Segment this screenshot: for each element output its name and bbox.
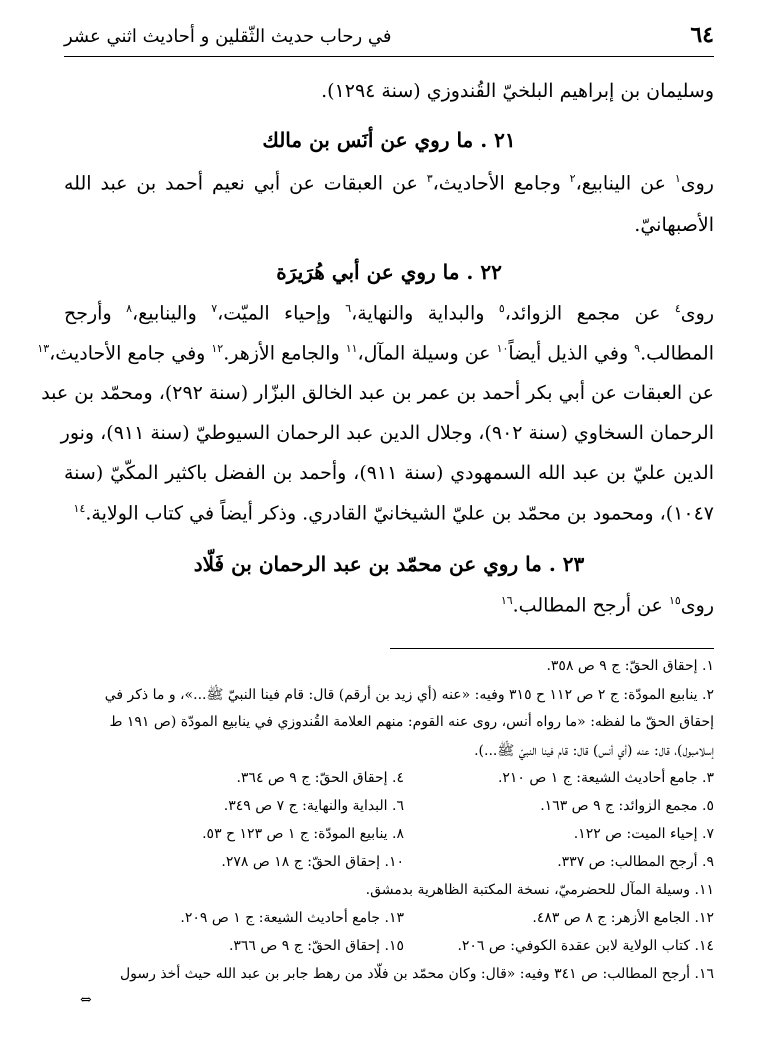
footnote-13: ١٣. جامع أحاديث الشيعة: ج ١ ص ٢٠٩. — [180, 910, 404, 926]
page-number: ٦٤ — [690, 22, 714, 48]
footnote-ref[interactable]: ١٥ — [668, 594, 681, 607]
text: روى — [680, 302, 714, 325]
paragraph-21-line-1 — [64, 172, 714, 194]
footnote-ref[interactable]: ١٢ — [211, 342, 224, 355]
paragraph-23-line-1 — [64, 594, 714, 616]
text: وفي الذيل أيضاً — [508, 342, 635, 365]
footnote-7: ٧. إحياء الميت: ص ١٢٢. — [573, 826, 714, 842]
footnote-10: ١٠. إحقاق الحقّ: ج ١٨ ص ٢٧٨. — [221, 854, 404, 870]
footnote-2-cont: إحقاق الحقّ ما لفظه: «ما رواه أنس، روى عنه القوم: منهم العلامة القُندوزي في ينابيع المودّة (ص ١٩١ ط — [109, 714, 714, 730]
text: عن أرجح المطالب. — [512, 594, 669, 617]
footnote-14: ١٤. كتاب الولاية لابن عقدة الكوفي: ص ٢٠٦. — [457, 938, 714, 954]
footnote-ref[interactable]: ٤ — [674, 302, 681, 315]
text: والجامع الأزهر. — [223, 342, 346, 365]
text: المطالب. — [640, 342, 714, 365]
footnote-1: ١. إحقاق الحقّ: ج ٩ ص ٣٥٨. — [546, 658, 714, 674]
footnote-ref[interactable]: ٣ — [426, 172, 433, 185]
footnote-6: ٦. البداية والنهاية: ج ٧ ص ٣٤٩. — [223, 798, 404, 814]
footnote-9: ٩. أرجح المطالب: ص ٣٣٧. — [557, 854, 714, 870]
paragraph-22-line-4: الرحمان السخاوي (سنة ٩٠٢)، وجلال الدين عبد الرحمان السيوطيّ (سنة ٩١١)، ونور — [60, 422, 714, 444]
text: عن وسيلة المآل، — [357, 342, 497, 365]
footnote-ref[interactable]: ١٣ — [37, 342, 50, 355]
section-heading-21: ٢١ . ما روي عن أنَس بن مالك — [262, 128, 516, 152]
footnote-11: ١١. وسيلة المآل للحضرميّ، نسخة المكتبة الظاهرية بدمشق. — [365, 882, 714, 898]
footnote-12: ١٢. الجامع الأزهر: ج ٨ ص ٤٨٣. — [532, 910, 714, 926]
text: والبداية والنهاية، — [351, 302, 499, 325]
footnote-divider — [390, 648, 714, 649]
text: وجامع الأحاديث، — [432, 172, 570, 195]
text: وإحياء الميّت، — [217, 302, 346, 325]
footnote-ref[interactable]: ١٦ — [500, 594, 513, 607]
footnote-4: ٤. إحقاق الحقّ: ج ٩ ص ٣٦٤. — [236, 770, 404, 786]
footnote-ref[interactable]: ٨ — [126, 302, 132, 315]
text: والينابيع، — [132, 302, 212, 325]
footnote-ref[interactable]: ٩ — [634, 342, 641, 355]
text-line: وسليمان بن إبراهيم البلخيّ القُندوزي (سنة ١٢٩٤). — [321, 80, 714, 102]
footnote-ref[interactable]: ١ — [674, 172, 681, 185]
footnote-ref[interactable]: ٥ — [498, 302, 505, 315]
footnote-2: ٢. ينابيع المودّة: ج ٢ ص ١١٢ ح ٣١٥ وفيه: «عنه (أي زيد بن أرقم) قال: قام فينا النبيّ ﷺ...»، و ما ذكر في — [104, 687, 714, 703]
text: ١٠٤٧)، ومحمود بن محمّد بن عليّ الشيخانيّ القادري. وذكر أيضاً في كتاب الولاية. — [85, 502, 714, 525]
footnote-3: ٣. جامع أحاديث الشيعة: ج ١ ص ٢١٠. — [497, 770, 714, 786]
page-header — [64, 18, 714, 57]
text: وأرجح — [64, 302, 127, 325]
footnote-ref[interactable]: ١١ — [345, 342, 358, 355]
footnote-ref[interactable]: ١٤ — [73, 502, 86, 515]
footnote-2-cont: إسلامبول)، قال: عنه (أي أنس) قال: قام فينا النبيّ ﷺ...). — [474, 743, 714, 759]
double-arrow-icon: ⇔ — [80, 992, 92, 1008]
text: روى — [680, 594, 714, 617]
footnote-16: ١٦. أرجح المطالب: ص ٣٤١ وفيه: «قال: وكان محمّد بن فلّاد من رهط جابر بن عبد الله حيث أخذ رسول — [119, 966, 714, 982]
section-heading-23: ٢٣ . ما روي عن محمّد بن عبد الرحمان بن فَلّاد — [193, 552, 585, 576]
footnote-15: ١٥. إحقاق الحقّ: ج ٩ ص ٣٦٦. — [228, 938, 404, 954]
footnote-ref[interactable]: ٢ — [569, 172, 576, 185]
text: وفي جامع الأحاديث، — [49, 342, 212, 365]
paragraph-22-line-3: عن العبقات عن أبي بكر أحمد بن عمر بن عبد الخالق البزّار (سنة ٢٩٢)، ومحمّد بن عبد — [41, 382, 714, 404]
text: روى — [680, 172, 714, 195]
text: عن مجمع الزوائد، — [504, 302, 675, 325]
footnote-ref[interactable]: ٦ — [345, 302, 352, 315]
paragraph-22-line-5: الدين عليّ بن عبد الله السمهودي (سنة ٩١١)، وأحمد بن الفضل باكثير المكّيّ (سنة — [64, 462, 714, 484]
running-title: في رحاب حديث الثّقلين و أحاديث اثني عشر — [64, 26, 392, 47]
text: عن العبقات عن أبي نعيم أحمد بن عبد الله — [64, 172, 427, 195]
text: عن الينابيع، — [575, 172, 675, 195]
footnote-ref[interactable]: ٧ — [211, 302, 218, 315]
paragraph-22-line-6 — [64, 502, 714, 524]
footnote-ref[interactable]: ١٠ — [496, 342, 509, 355]
section-heading-22: ٢٢ . ما روي عن أبي هُرَيرَة — [276, 260, 502, 284]
footnote-8: ٨. ينابيع المودّة: ج ١ ص ١٢٣ ح ٥٣. — [202, 826, 404, 842]
paragraph-22-line-1 — [64, 302, 714, 324]
footnote-5: ٥. مجمع الزوائد: ج ٩ ص ١٦٣. — [540, 798, 714, 814]
paragraph-22-line-2 — [37, 342, 714, 365]
paragraph-21-line-2: الأصبهانيّ. — [634, 214, 714, 236]
